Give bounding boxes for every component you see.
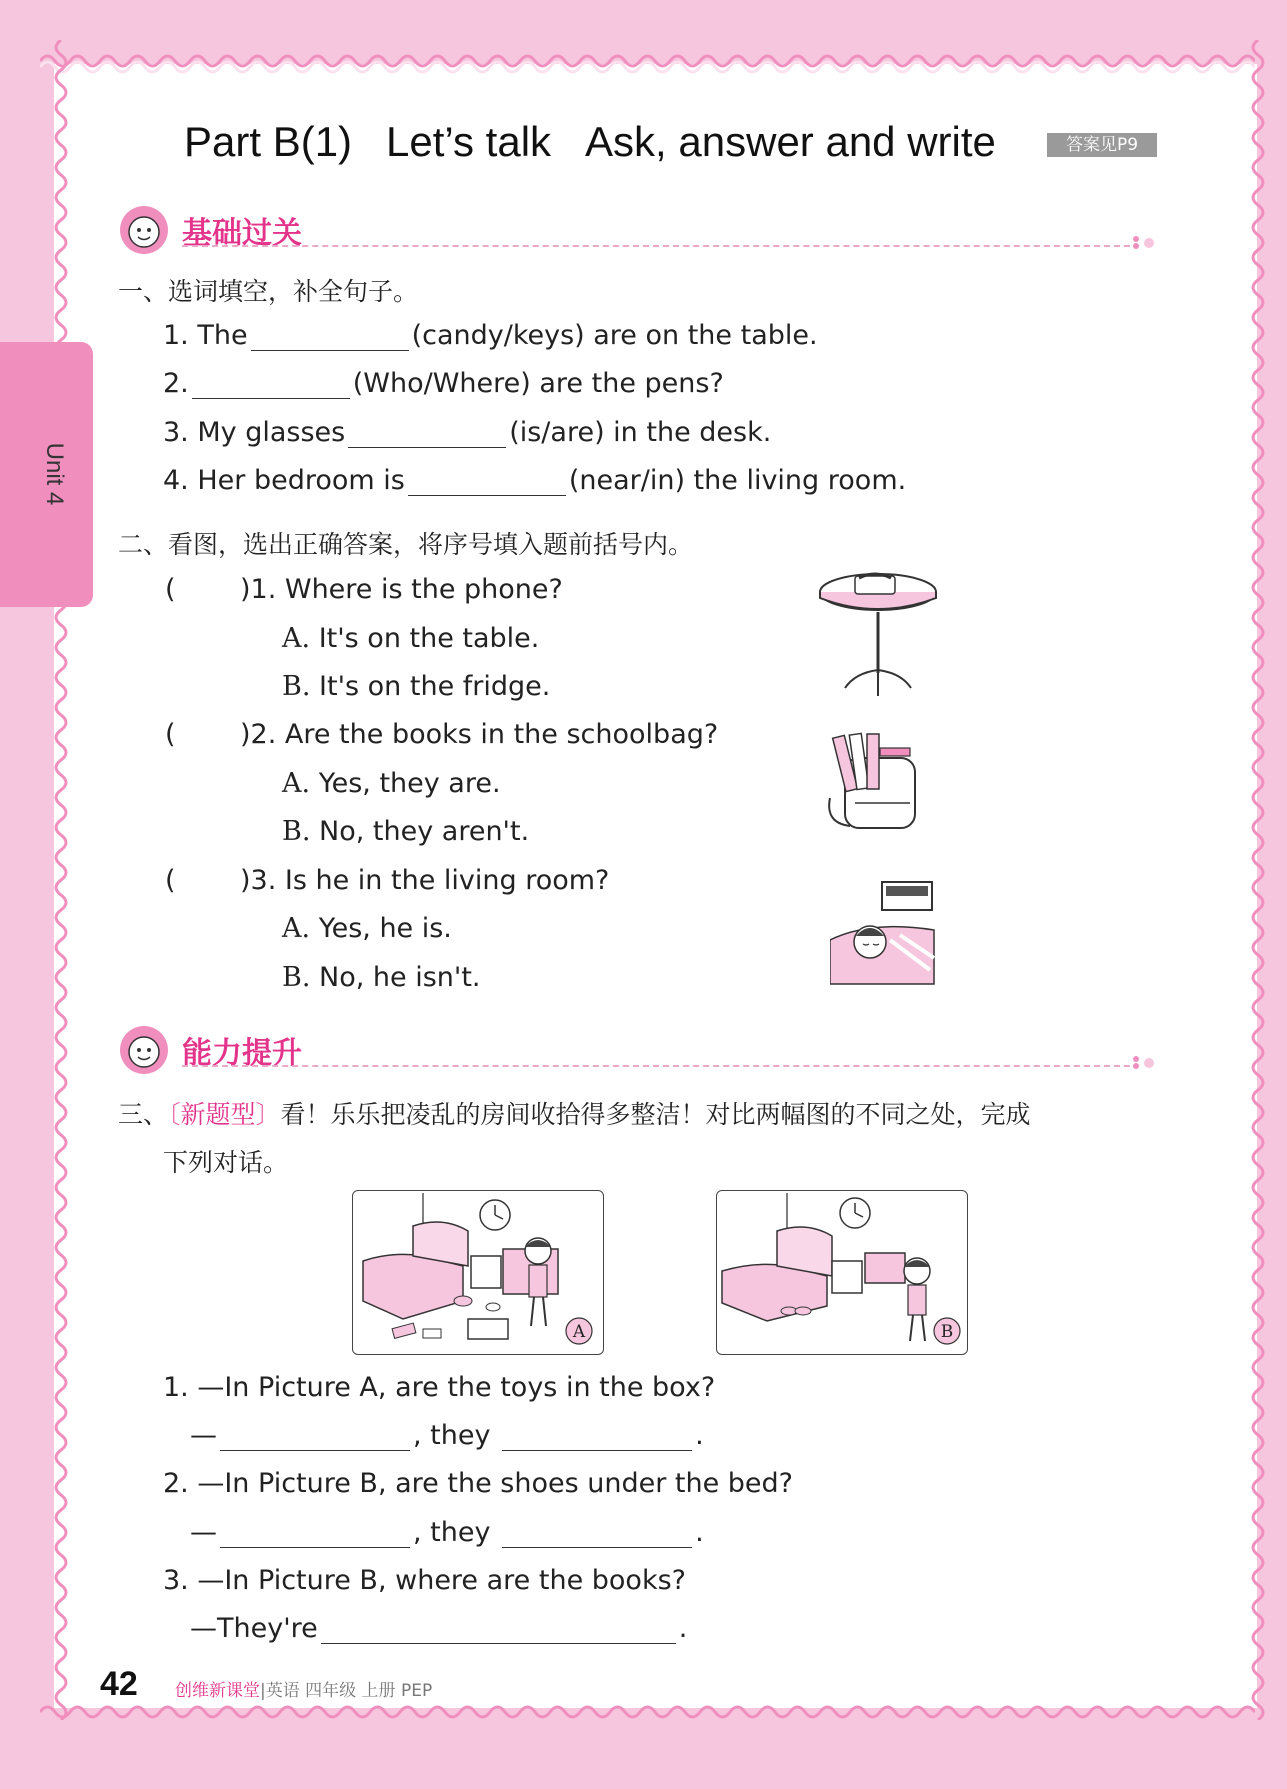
answer-paren[interactable]: ( (165, 574, 176, 605)
q1-item-2 (163, 368, 724, 399)
q3-question-2: 2. —In Picture B, are the shoes under the bed? (163, 1468, 793, 1499)
page-title (184, 118, 996, 166)
q1-item-4-post: (near/in) the living room. (568, 465, 907, 496)
picture-b-tidy-room (716, 1190, 968, 1355)
page-number: 42 (100, 1665, 138, 1703)
q2-question-1: )1. Where is the phone? (240, 574, 563, 605)
unit-label: Unit 4 (41, 442, 68, 506)
q1-item-1-pre: 1. The (163, 320, 248, 351)
title-part: Part B(1) (184, 118, 353, 165)
section-advanced-header (118, 1022, 1158, 1078)
fill-blank[interactable] (220, 1519, 410, 1548)
unit-side-tab (0, 342, 93, 607)
q2-option-1a: A. It's on the table. (282, 623, 540, 654)
fill-blank[interactable] (321, 1615, 676, 1644)
q2-option-2a: A. Yes, they are. (282, 768, 501, 799)
q1-item-2-pre: 2. (163, 368, 189, 399)
q1-item-3-post: (is/are) in the desk. (509, 417, 772, 448)
q3-question-3: 3. —In Picture B, where are the books? (163, 1565, 686, 1596)
q2-option-3a: A. Yes, he is. (282, 913, 452, 944)
q2-question-3: )3. Is he in the living room? (240, 865, 610, 896)
fill-blank[interactable] (408, 467, 566, 496)
fill-blank[interactable] (192, 370, 350, 399)
footer-brand: 创维新课堂 (175, 1681, 260, 1701)
answer-paren[interactable]: ( (165, 719, 176, 750)
answer-reference-badge: 答案见P9 (1047, 133, 1157, 157)
boy-sleeping-illustration (830, 880, 935, 985)
answer-paren[interactable]: ( (165, 865, 176, 896)
title-talk: Let’s talk (386, 118, 552, 165)
q2-option-3b: B. No, he isn't. (282, 962, 481, 993)
q2-question-2: )2. Are the books in the schoolbag? (240, 719, 719, 750)
q3-answer-2: — , they . (190, 1517, 704, 1548)
q1-item-3 (163, 417, 771, 448)
q3-answer-1: — , they . (190, 1420, 704, 1451)
section-basic-label: 基础过关 (182, 216, 302, 251)
books-in-schoolbag-illustration (825, 728, 930, 833)
wavy-border-left (46, 40, 76, 1720)
page-sheet (54, 64, 1257, 1708)
fill-blank[interactable] (502, 1519, 692, 1548)
fill-blank[interactable] (251, 322, 409, 351)
q3-heading: 三、〔新题型〕看！乐乐把凌乱的房间收拾得多整洁！对比两幅图的不同之处，完成 (118, 1100, 1031, 1129)
q1-item-3-pre: 3. My glasses (163, 417, 346, 448)
section-advanced-label: 能力提升 (182, 1036, 302, 1071)
q2-option-2b: B. No, they aren't. (282, 816, 530, 847)
new-question-type-tag: 〔新题型〕 (168, 1100, 281, 1129)
q2-option-1b: B. It's on the fridge. (282, 671, 551, 702)
section-divider (182, 245, 1130, 247)
q1-item-1-post: (candy/keys) are on the table. (411, 320, 818, 351)
dots-decoration-icon (1132, 234, 1158, 250)
picture-a-messy-room (352, 1190, 604, 1355)
fill-blank[interactable] (348, 419, 506, 448)
q1-item-4-pre: 4. Her bedroom is (163, 465, 405, 496)
wavy-border-bottom (40, 1700, 1255, 1730)
section-basic-header (118, 202, 1158, 258)
q1-item-4 (163, 465, 906, 496)
phone-on-table-illustration (815, 568, 940, 700)
title-task: Ask, answer and write (585, 118, 996, 165)
q3-question-1: 1. —In Picture A, are the toys in the box? (163, 1372, 716, 1403)
wavy-border-top (40, 46, 1255, 76)
mascot-icon (118, 1022, 174, 1078)
q2-heading: 二、看图，选出正确答案，将序号填入题前括号内。 (118, 530, 694, 559)
tidy-room-illustration (717, 1191, 967, 1354)
wavy-border-right (1248, 40, 1278, 1720)
picture-b-label: B (940, 1322, 954, 1342)
fill-blank[interactable] (220, 1422, 410, 1451)
dots-decoration-icon (1132, 1054, 1158, 1070)
footer-info: 创维新课堂|英语 四年级 上册 PEP (175, 1681, 433, 1701)
fill-blank[interactable] (502, 1422, 692, 1451)
messy-room-illustration (353, 1191, 603, 1354)
q3-answer-3: —They're . (190, 1613, 688, 1644)
section-divider (182, 1065, 1130, 1067)
footer-book-info: 英语 四年级 上册 PEP (265, 1681, 433, 1701)
q3-heading-line2: 下列对话。 (163, 1148, 289, 1177)
mascot-icon (118, 202, 174, 258)
q1-item-2-post: (Who/Where) are the pens? (352, 368, 724, 399)
q1-heading: 一、选词填空，补全句子。 (118, 277, 419, 306)
q1-item-1 (163, 320, 818, 351)
picture-a-label: A (572, 1322, 586, 1342)
